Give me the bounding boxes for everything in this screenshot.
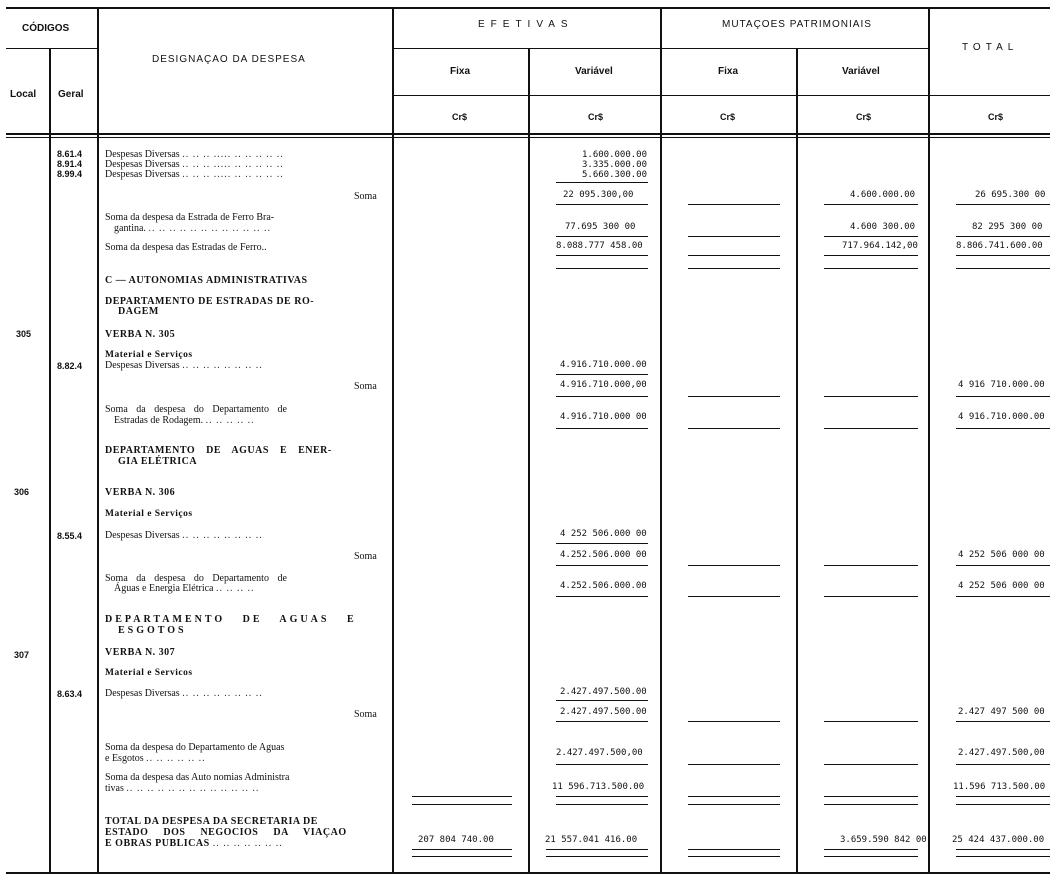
- sum-rule: [688, 796, 780, 797]
- col-divider-evar: [660, 9, 662, 872]
- sum-rule: [556, 268, 648, 269]
- sum-rule: [556, 721, 648, 722]
- unit-total: Cr$: [988, 112, 1004, 122]
- unit-efetivas-variavel: Cr$: [588, 112, 604, 122]
- sum-rule: [956, 268, 1050, 269]
- subtotal-label: Soma da despesa da Estrada de Ferro Bra-: [105, 212, 275, 223]
- sum-rule: [688, 255, 780, 256]
- header-mutacoes: MUTAÇOES PATRIMONIAIS: [722, 19, 872, 30]
- value-cell: 4.916.710.000,00: [560, 380, 647, 390]
- value-cell: 21 557.041 416.00: [545, 835, 638, 845]
- department-title: DEPARTAMENTO DE AGUAS E: [105, 614, 357, 625]
- verba-label: VERBA N. 306: [105, 487, 176, 498]
- code-geral: 8.99.4: [57, 169, 83, 179]
- bottom-rule: [6, 872, 1050, 874]
- value-cell: 4.252.506.000.00: [560, 581, 647, 591]
- value-cell: 2.427 497 500 00: [958, 707, 1045, 717]
- sum-rule: [956, 764, 1050, 765]
- sum-rule: [688, 856, 780, 857]
- sum-rule: [956, 236, 1050, 237]
- value-cell: 4.600 300.00: [850, 222, 916, 232]
- material-label: Material e Serviços: [105, 509, 193, 519]
- verba-label: VERBA N. 307: [105, 647, 176, 658]
- sum-rule: [556, 596, 648, 597]
- sum-rule: [956, 565, 1050, 566]
- sum-rule: [956, 721, 1050, 722]
- value-cell: 5.660.300.00: [582, 170, 648, 180]
- value-cell: 4 916 710.000.00: [958, 380, 1045, 390]
- value-cell: 4.916.710.000 00: [560, 412, 647, 422]
- efetivas-rule: [394, 48, 928, 49]
- sum-rule: [824, 268, 918, 269]
- code-geral: 8.82.4: [57, 361, 83, 371]
- sum-rule: [824, 596, 918, 597]
- subtotal-label: Águas e Energia Elétrica .. .. .. ..: [114, 583, 255, 594]
- col-divider-desig: [392, 9, 394, 872]
- value-cell: 1.600.000.00: [582, 150, 648, 160]
- soma-label: Soma: [354, 709, 377, 720]
- subtotal-label: Soma da despesa das Estradas de Ferro..: [105, 242, 267, 253]
- sum-rule: [556, 236, 648, 237]
- value-cell: 2.427.497.500,00: [958, 748, 1045, 758]
- sum-rule: [956, 428, 1050, 429]
- code-geral: 8.55.4: [57, 531, 83, 541]
- header-efetivas-fixa: Fixa: [450, 66, 471, 77]
- col-divider-mvar: [928, 9, 930, 872]
- code-local: 306: [14, 487, 30, 497]
- col-divider-efixa: [528, 48, 530, 872]
- material-label: Material e Servicos: [105, 668, 193, 678]
- header-mutacoes-fixa: Fixa: [718, 66, 739, 77]
- sum-rule: [956, 796, 1050, 797]
- value-cell: 26 695.300 00: [975, 190, 1046, 200]
- sum-rule: [824, 204, 918, 205]
- department-title: DEPARTAMENTO DE AGUAS E ENER-: [105, 445, 332, 456]
- sum-rule: [546, 849, 648, 850]
- item-label: Despesas Diversas .. .. .. .. .. .. .. ..: [105, 360, 263, 371]
- value-cell: 2.427.497.500.00: [560, 687, 647, 697]
- sum-rule: [556, 565, 648, 566]
- value-cell: 4 252 506 000 00: [958, 550, 1045, 560]
- value-cell: 11 596.713.500.00: [552, 782, 645, 792]
- soma-label: Soma: [354, 551, 377, 562]
- sum-rule: [824, 764, 918, 765]
- subtotal-label: gantina. .. .. .. .. .. .. .. .. .. .. .. ..: [114, 223, 271, 234]
- sum-rule: [556, 182, 648, 183]
- header-mutacoes-variavel: Variável: [842, 66, 880, 77]
- department-title: ESGOTOS: [118, 625, 187, 636]
- sum-rule: [688, 721, 780, 722]
- sum-rule: [412, 796, 512, 797]
- value-cell: 207 804 740.00: [418, 835, 494, 845]
- sum-rule: [956, 856, 1050, 857]
- value-cell: 4 252 506.000 00: [560, 529, 647, 539]
- sum-rule: [956, 396, 1050, 397]
- value-cell: 2.427.497.500.00: [560, 707, 647, 717]
- grand-total-label: E OBRAS PUBLICAS .. .. .. .. .. .. ..: [105, 838, 283, 849]
- col-divider-mfixa: [796, 48, 798, 872]
- codigos-rule: [6, 48, 98, 49]
- item-label: Despesas Diversas .. .. .. .. .. .. .. ..: [105, 688, 263, 699]
- sum-rule: [956, 596, 1050, 597]
- header-efetivas: EFETIVAS: [478, 19, 574, 30]
- sum-rule: [546, 856, 648, 857]
- value-cell: 4 916.710.000.00: [958, 412, 1045, 422]
- subtotal-label: Soma da despesa do Departamento de: [105, 573, 287, 584]
- header-geral: Geral: [58, 89, 84, 100]
- sum-rule: [956, 804, 1050, 805]
- header-local: Local: [10, 89, 37, 100]
- subtotal-label: e Esgotos .. .. .. .. .. ..: [105, 753, 206, 764]
- header-designacao: DESIGNAÇAO DA DESPESA: [152, 54, 306, 65]
- sum-rule: [824, 428, 918, 429]
- sum-rule: [956, 204, 1050, 205]
- sum-rule: [556, 796, 648, 797]
- sum-rule: [556, 543, 648, 544]
- grand-total-label: ESTADO DOS NEGOCIOS DA VIAÇAO: [105, 827, 347, 838]
- value-cell: 77.695 300 00: [565, 222, 636, 232]
- value-cell: 4 252 506 000 00: [958, 581, 1045, 591]
- sum-rule: [688, 268, 780, 269]
- value-cell: 25 424 437.000.00: [952, 835, 1045, 845]
- value-cell: 4.600.000.00: [850, 190, 916, 200]
- sum-rule: [688, 236, 780, 237]
- value-cell: 8.806.741.600.00: [956, 241, 1043, 251]
- top-rule: [6, 7, 1050, 9]
- sum-rule: [824, 255, 918, 256]
- sum-rule: [556, 428, 648, 429]
- subtotal-label: tivas .. .. .. .. .. .. .. .. .. .. .. .. ..: [105, 783, 260, 794]
- grand-total-label: TOTAL DA DESPESA DA SECRETARIA DE: [105, 816, 318, 827]
- subtotal-label: Soma da despesa das Auto nomias Administra: [105, 772, 290, 783]
- col-divider-local: [49, 48, 51, 872]
- sum-rule: [824, 721, 918, 722]
- verba-label: VERBA N. 305: [105, 329, 176, 340]
- value-cell: 22 095.300,00: [563, 190, 634, 200]
- header-efetivas-variavel: Variável: [575, 66, 613, 77]
- value-cell: 8.088.777 458.00: [556, 241, 643, 251]
- item-label: Despesas Diversas .. .. .. .. .. .. .. ..: [105, 530, 263, 541]
- sum-rule: [556, 396, 648, 397]
- sum-rule: [688, 849, 780, 850]
- sum-rule: [412, 849, 512, 850]
- unit-mutacoes-variavel: Cr$: [856, 112, 872, 122]
- code-local: 307: [14, 650, 30, 660]
- sum-rule: [824, 849, 918, 850]
- item-label: Despesas Diversas .. .. .. ..... .. .. .. .. ..: [105, 159, 284, 170]
- section-title: C — AUTONOMIAS ADMINISTRATIVAS: [105, 275, 308, 286]
- value-cell: 3.659.590 842 00: [840, 835, 927, 845]
- value-cell: 82 295 300 00: [972, 222, 1043, 232]
- crs-rule: [394, 95, 1050, 96]
- code-geral: 8.63.4: [57, 689, 83, 699]
- value-cell: 4.916.710.000.00: [560, 360, 647, 370]
- value-cell: 3.335.000.00: [582, 160, 648, 170]
- sum-rule: [412, 804, 512, 805]
- header-codigos: CÓDIGOS: [22, 23, 70, 34]
- unit-efetivas-fixa: Cr$: [452, 112, 468, 122]
- department-title: DEPARTAMENTO DE ESTRADAS DE RO-: [105, 296, 315, 307]
- soma-label: Soma: [354, 381, 377, 392]
- sum-rule: [824, 396, 918, 397]
- value-cell: 717.964.142,00: [842, 241, 918, 251]
- department-title: DAGEM: [118, 306, 159, 317]
- sum-rule: [556, 374, 648, 375]
- sum-rule: [688, 804, 780, 805]
- sum-rule: [688, 565, 780, 566]
- item-label: Despesas Diversas .. .. .. ..... .. .. .. .. ..: [105, 169, 284, 180]
- code-local: 305: [16, 329, 32, 339]
- sum-rule: [556, 764, 648, 765]
- sum-rule: [688, 396, 780, 397]
- sum-rule: [556, 204, 648, 205]
- value-cell: 4.252.506.000 00: [560, 550, 647, 560]
- subtotal-label: Soma da despesa do Departamento de: [105, 404, 287, 415]
- sum-rule: [412, 856, 512, 857]
- material-label: Material e Serviços: [105, 350, 193, 360]
- sum-rule: [956, 849, 1050, 850]
- header-total: TOTAL: [962, 42, 1019, 53]
- unit-mutacoes-fixa: Cr$: [720, 112, 736, 122]
- value-cell: 11.596 713.500.00: [953, 782, 1046, 792]
- value-cell: 2.427.497.500,00: [556, 748, 643, 758]
- sum-rule: [556, 804, 648, 805]
- sum-rule: [824, 804, 918, 805]
- sum-rule: [824, 565, 918, 566]
- sum-rule: [688, 428, 780, 429]
- sum-rule: [824, 856, 918, 857]
- sum-rule: [824, 236, 918, 237]
- sum-rule: [688, 596, 780, 597]
- sum-rule: [556, 255, 648, 256]
- sum-rule: [688, 204, 780, 205]
- code-geral: 8.91.4: [57, 159, 83, 169]
- subtotal-label: Soma da despesa do Departamento de Aguas: [105, 742, 285, 753]
- department-title: GIA ELÉTRICA: [118, 456, 198, 467]
- sum-rule: [556, 700, 648, 701]
- item-label: Despesas Diversas .. .. .. ..... .. .. .. .. ..: [105, 149, 284, 160]
- soma-label: Soma: [354, 191, 377, 202]
- col-divider-geral: [97, 9, 99, 872]
- subtotal-label: Estradas de Rodagem. .. .. .. .. ..: [114, 415, 255, 426]
- sum-rule: [688, 764, 780, 765]
- code-geral: 8.61.4: [57, 149, 83, 159]
- sum-rule: [956, 255, 1050, 256]
- sum-rule: [824, 796, 918, 797]
